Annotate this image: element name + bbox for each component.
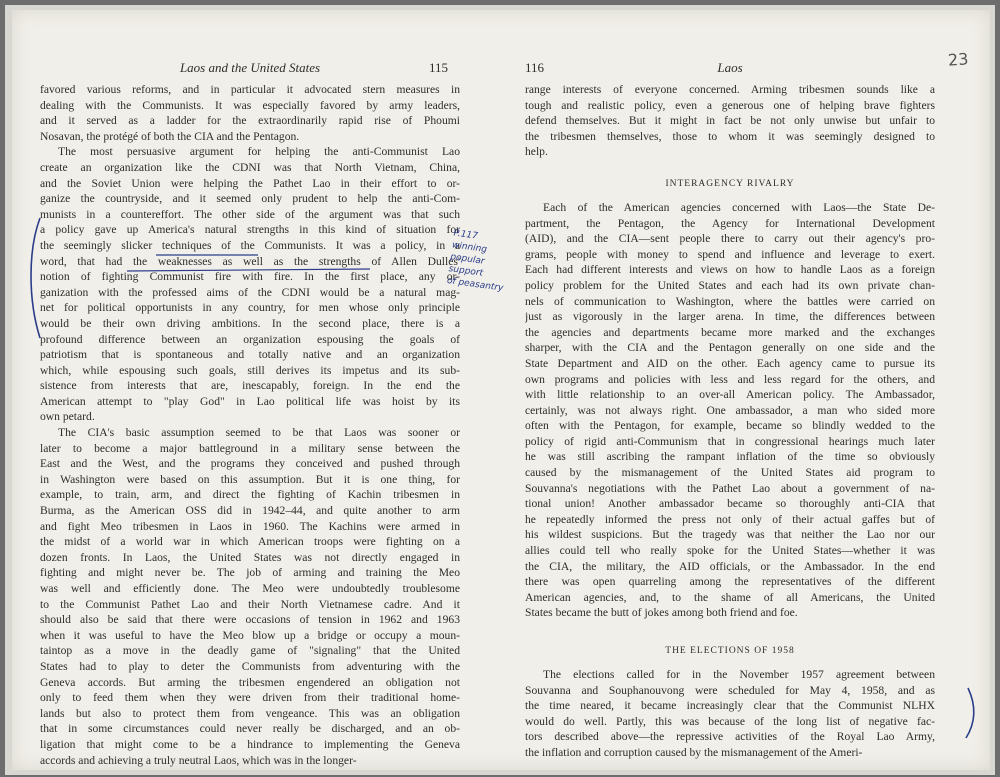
text-line: the seemingly slicker techniques of the Communists. It was a policy, in a [40,238,460,252]
section-interagency-rivalry [525,200,935,621]
text-line: and the Soviet Union were helping the Pathet Lao in their effort to or- [40,176,460,190]
text-line: range interests of everyone concerned. Arming tribesmen sounds like a [525,83,935,96]
text-line: he was still ascribing the rampant inflation of the time so obviously [525,450,935,464]
text-line: sharper, with the CIA and the Pentagon generally on one side and the [525,341,935,355]
text-line: in Washington were based on this assumption. But it is one thing, for [40,472,460,486]
running-title: Laos [717,60,743,75]
text-line: patriotism that is spontaneous and totally native and an organization [40,348,460,362]
text-line: sistence from interests that are, inescapably, foreign. In the end the [40,379,460,393]
text-line: American agencies, and, to the shame of all Americans, the United [525,590,935,604]
text-line: Souvanna's negotiations with the Pathet Lao about a government of na- [525,481,935,495]
section-elections-1958 [525,667,935,761]
right-page-header [525,60,935,82]
text-line: Each of the American agencies concerned with Laos—the State De- [543,200,935,214]
text-line: dozen fronts. In Laos, the United States was not directly engaged in [40,550,460,564]
text-line: was well and efficiently done. The Meo were undoubtedly troublesome [40,582,460,595]
text-line: policy problem for the United States and each had its own private chan- [525,278,935,292]
left-page-body [40,82,460,768]
text-line: to the Communist Pathet Lao and their North Vietnamese cadre. And it [40,597,460,611]
text-line: The elections called for in the November 1957 agreement between [543,668,935,681]
text-line: that in some circumstances could never really be discharged, and an ob- [40,722,460,736]
right-page [525,60,935,761]
running-title: Laos and the United States [179,60,321,75]
text-line: the inflation and corruption caused by the mismanagement of the Ameri- [525,745,863,759]
text-line: grams, people with money to spend and influence and leverage to exert. [525,247,935,261]
text-line: his wildest suspicions. But the tragedy was that neither the Lao nor our [525,528,935,542]
page-number: 115 [428,60,448,75]
text-line: State Department and AID on the other. Each agency came to pursue its [525,356,935,370]
text-line: own petard. [40,410,95,424]
text-line: States had to play to deter the Communists from adventuring with the [40,659,460,673]
text-line: Burma, as the American OSS did in 1942–44, and quite another to arm [40,504,460,518]
text-line: own programs and policies with less and less regard for the others, and [525,372,935,386]
text-line: with little relationship to an over-all American policy. The Ambassador, [525,388,935,402]
note-line: support [447,264,484,279]
text-line: would be their own driving ambitions. In the second place, there is a [40,316,460,330]
right-page-intro [525,82,935,160]
note-line: popular [449,252,486,267]
text-line: Souvanna and Souphanouvong were scheduled for May 4, 1958, and as [525,683,935,697]
note-line: winning [451,240,488,256]
text-line: munists in a countereffort. The other side of the argument was that such [40,207,460,221]
text-line: notion of fighting Communist fire with fire. In the first place, any or- [40,270,460,284]
text-line: tors described above—the repressive activities of the Royal Lao Army, [525,730,935,744]
text-line: the tribesmen themselves, those to whom it was seemingly designed to [525,129,935,143]
text-line: word, that had the weaknesses as well as the strengths of Allen Dulles' [40,254,460,268]
text-line: when it was useful to have the Meo blow up a bridge or occupy a moun- [40,628,460,642]
note-line: P.117 [452,228,479,242]
text-line: Each had different interests and views on how to handle Laos as a foreign [525,263,935,277]
text-line: often with the Pentagon, for example, became so blindly wedded to the [525,419,935,433]
text-line: create an organization like the CDNI was that North Vietnam, China, [40,160,460,174]
text-line: the CIA, the military, the AID officials, or the Ambassador. In the end [525,559,935,573]
text-line: ganization with the professed aims of the CDNI would be a natural mag- [40,285,460,299]
text-line: the time neared, it became increasingly clear that the Communist NLHX [525,699,935,713]
text-line: example, to train, arm, and direct the fighting of Kachin tribesmen in [40,488,460,502]
section-heading: INTERAGENCY RIVALRY [665,178,795,189]
section-heading: THE ELECTIONS OF 1958 [665,646,795,656]
page-number: 116 [525,60,545,75]
text-line: ligation that might come to be a hindrance to implementing the Geneva [40,737,460,751]
text-line: would do well. Partly, this was because of the long list of negative fac- [525,714,935,728]
text-line: a policy gave up America's natural strengths in this kind of situation for [40,223,460,237]
text-line: taintop as a move in the deadly game of "signaling" that the United [40,644,460,658]
text-line: nels of communication to Washington, where the battles were carried on [525,294,935,308]
text-line: should also be said that there were occasions of tension in 1962 and 1963 [40,613,460,627]
text-line: dealing with the Communists. It was especially favored by army leaders, [40,98,460,112]
handwritten-margin-note [446,227,524,296]
text-line: and it served as a ladder for the extraordinarily rapid rise of Phoumi [40,114,460,128]
text-line: he repeatedly informed the press not only of their actual gaffes but of [525,512,935,526]
text-line: there was open quarreling among the representatives of the different [525,575,935,589]
text-line: which, while espousing such goals, still derives its impetus and its sub- [40,363,460,377]
text-line: and fight Meo tribesmen in Laos in 1960. The Kachins were armed in [40,519,460,533]
handwritten-page-number: 23 [947,49,969,70]
text-line: Geneva accords. But arming the tribesmen engendered an obligation not [40,675,460,689]
text-line: American attempt to "play God" in Lao political life was hoist by its [40,394,460,408]
text-line: ganize the countryside, and it seemed only prudent to help the anti-Com- [40,192,460,206]
text-line: Nosavan, the protégé of both the CIA and the Pentagon. [40,129,300,143]
text-line: the agencies and departments became more marked and the exchanges [525,325,935,339]
text-line: lands but also to protect them from vengeance. This was an obligation [40,706,460,720]
text-line: partment, the Pentagon, the Agency for International Development [525,216,935,230]
text-line: fighting and might never be. The job of arming and training the Meo [40,566,460,580]
text-line: certainly, was not always right. One ambassador, a man who sided more [525,403,935,417]
text-line: the midst of a world war in which American troops were fighting on a [40,535,460,549]
text-line: East and the West, and the programs they conceived and pushed through [40,457,460,471]
text-line: later to become a major battleground in a military sense between the [40,441,460,455]
text-line: allies could tell who really spoke for the United States—whether it was [525,544,935,558]
text-line: favored various reforms, and in particular it advocated stern measures in [40,83,460,96]
left-page [40,60,460,768]
text-line: just as vigorously in the larger arena. In time, the differences between [525,310,935,324]
text-line: tional union! Another ambassador became so thoroughly anti-CIA that [525,497,935,511]
text-line: States became the butt of jokes among both friend and foe. [525,606,798,620]
text-line: (AID), and the CIA—sent people there to carry out their agency's pro- [525,232,935,246]
text-line: only to feed them when they were driven from their traditional home- [40,691,460,705]
left-page-header [40,60,460,82]
text-line: policy of rigid anti-Communism that in congressional hearings much later [525,434,935,448]
text-line: The most persuasive argument for helping the anti-Communist Lao [58,145,460,159]
text-line: accords and achieving a truly neutral Laos, which was in the longer- [40,753,357,767]
text-line: defend themselves. But it might in fact be not only unwise but unfair to [525,114,935,128]
text-line: caused by the mismanagement of the United States aid program to [525,466,935,480]
text-line: net for political opportunists in any country, for men whose only principle [40,301,460,315]
note-line: of peasantry [446,275,504,294]
text-line: profound difference between an organization espousing the goals of [40,332,460,346]
text-line: tough and realistic policy, even a generous one of helping brave fighters [525,98,935,112]
text-line: The CIA's basic assumption seemed to be that Laos was sooner or [58,426,460,440]
text-line: help. [525,145,548,159]
